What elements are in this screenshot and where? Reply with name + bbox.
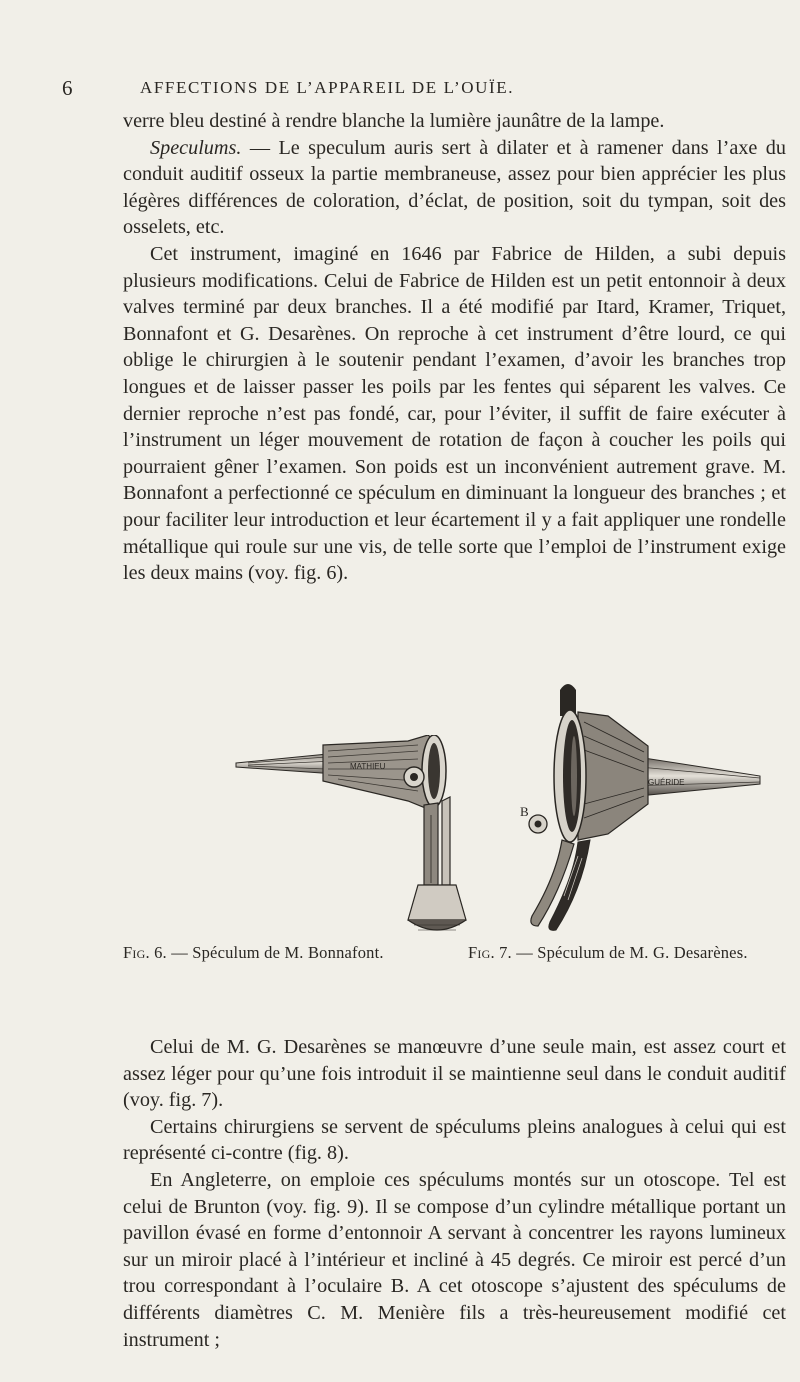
figure-6-illustration xyxy=(228,735,498,940)
figure-number: Fig. 7. xyxy=(468,943,512,962)
bonnafont-speculum-engraving xyxy=(228,735,498,940)
label-b: B xyxy=(520,804,529,819)
figure-7-caption xyxy=(468,943,748,963)
maker-mark: GUÉRIDE xyxy=(648,778,685,787)
paragraph xyxy=(123,241,786,587)
maker-mark: MATHIEU xyxy=(350,762,386,771)
section-lead: Speculums. xyxy=(150,136,242,159)
caption-text: — Spéculum de M. G. Desarènes. xyxy=(511,943,748,962)
paragraph: Celui de M. G. Desarènes se manœuvre d’une seule main, est assez court et assez léger pour qu’une fois introduit il se maintienne seul dans le conduit auditif (voy. fig. 7). xyxy=(123,1036,786,1112)
caption-text: — Spéculum de M. Bonnafont. xyxy=(166,943,384,962)
paragraph xyxy=(123,135,786,241)
figure-7-illustration xyxy=(498,676,788,938)
page-number: 6 xyxy=(62,76,73,100)
text-block-top xyxy=(123,108,786,587)
paragraph-text: Cet instrument, imaginé en 1646 par Fabrice de Hilden, a subi depuis plusieurs modifications. Celui de Fabrice de Hilden est un petit entonnoir à deux valves terminé par deux branches. Il a été modifié par Itard, Kramer, Triquet, Bonnafont et G. Desarènes. On reproche à cet instrument d’être lourd, ce qui oblige le chirurgien à le soutenir pendant l’examen, d’avoir les branches trop longues et de laisser passer les poils par les fentes qui séparent les valves. Ce dernier reproche n’est pas fondé, car, pour l’éviter, il suffit de faire exécuter à l’instrument un léger mouvement de rotation de façon à coucher les poils qui pourraient gêner l’examen. Son poids est un inconvénient autrement grave. M. Bonnafont a perfectionné ce spéculum en diminuant la longueur des branches ; et pour faciliter leur introduction et leur écartement il y a fait appliquer une rondelle métallique qui roule sur une vis, de telle sorte que l’emploi de l’instrument exige les deux mains (voy. fig. 6). xyxy=(123,242,786,585)
paragraph: En Angleterre, on emploie ces spéculums montés sur un otoscope. Tel est celui de Brunton (voy. fig. 9). Il se compose d’un cylindre métallique portant un pavillon évasé en forme d’entonnoir A servant à concentrer les rayons lumineux sur un miroir placé à l’intérieur et incliné à 45 degrés. Ce miroir est percé d’un trou correspondant à l’oculaire B. A cet otoscope s’ajustent des spéculums de différents diamètres C. M. Menière fils a très-heureusement modifié cet instrument ; xyxy=(123,1168,786,1351)
paragraph xyxy=(123,108,786,135)
figure-6-caption xyxy=(123,943,384,963)
figure-number: Fig. 6. xyxy=(123,943,167,962)
paragraph-text: verre bleu destiné à rendre blanche la lumière jaunâtre de la lampe. xyxy=(123,110,665,132)
paragraph: Certains chirurgiens se servent de spéculums pleins analogues à celui qui est représenté ci-contre (fig. 8). xyxy=(123,1115,786,1165)
text-block-bottom xyxy=(123,1034,786,1353)
desarenes-speculum-engraving xyxy=(498,676,788,938)
running-title: AFFECTIONS DE L’APPAREIL DE L’OUÏE. xyxy=(140,78,515,97)
paragraph-text: — Le speculum auris sert à dilater et à ramener dans l’axe du conduit auditif osseux la partie membraneuse, assez pour bien apprécier les plus légères différences de coloration, d’éclat, de position, soit du tympan, soit des osselets, etc. xyxy=(123,136,786,239)
